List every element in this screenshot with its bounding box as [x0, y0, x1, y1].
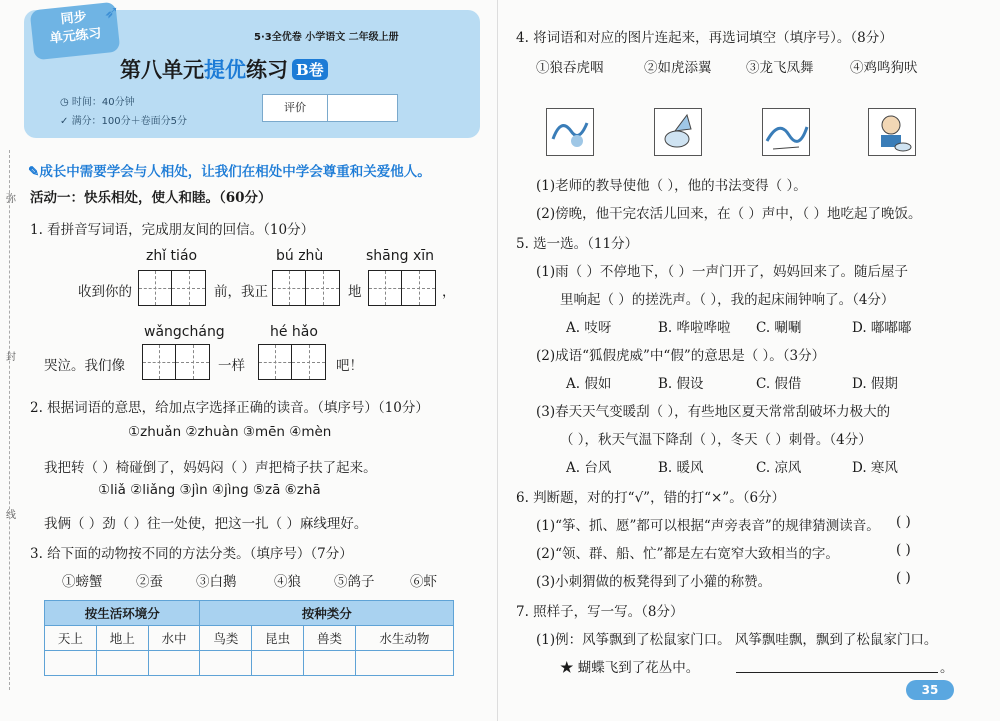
- idiom-3: ③龙飞凤舞: [746, 60, 814, 76]
- answer-grid-4[interactable]: [142, 344, 210, 380]
- q4-sentence-2: (2)傍晚，他干完农活儿回来，在（ ）声中，（ ）地吃起了晚饭。: [536, 206, 922, 222]
- leaf-icon: ✎: [28, 164, 40, 180]
- pinyin-shangxin: shāng xīn: [366, 248, 435, 264]
- answer-cell[interactable]: [200, 651, 252, 676]
- seal-mark-2: 封: [6, 352, 16, 363]
- q5-option-1a: A. 吱呀: [566, 320, 612, 336]
- page-gutter: [497, 0, 498, 721]
- table-header: 天上: [45, 626, 97, 651]
- q5-option-1b: B. 哗啦哗啦: [658, 320, 731, 336]
- q6-answer-1[interactable]: ( ): [896, 514, 911, 530]
- answer-grid-5[interactable]: [258, 344, 326, 380]
- picture-dragon-phoenix[interactable]: [546, 108, 594, 156]
- table-header: 鸟类: [200, 626, 252, 651]
- title-part-a: 第八单元: [120, 57, 204, 82]
- q4-sentence-1: (1)老师的教导使他（ ），他的书法变得（ ）。: [536, 178, 807, 194]
- pinyin-buzhu: bú zhù: [276, 248, 324, 264]
- activity-heading: 活动一：快乐相处，使人和睦。（60分）: [30, 190, 272, 206]
- q5-sentence-1a: (1)雨（ ）不停地下，（ ）一声门开了，妈妈回来了。随后屋子: [536, 264, 908, 280]
- q5-option-3a: A. 台风: [566, 460, 612, 476]
- title-tag: B卷: [292, 59, 328, 80]
- q5-option-3d: D. 寒风: [852, 460, 898, 476]
- q5-option-3b: B. 暖风: [658, 460, 704, 476]
- q6-statement-3: (3)小刺猬做的板凳得到了小獾的称赞。: [536, 574, 772, 590]
- q5-sentence-1b: 里响起（ ）的搓洗声。（ ），我的起床闹钟响了。（4分）: [560, 292, 895, 308]
- q5-sentence-3a: (3)春天天气变暖刮（ ），有些地区夏天常常刮破坏力极大的: [536, 404, 891, 420]
- badge-line-2: 单元练习: [48, 26, 103, 47]
- q1-text-6: 一样: [218, 358, 245, 374]
- title-part-c: 练习: [246, 57, 288, 82]
- q4-title: 4. 将词语和对应的图片连起来，再选词填空（填序号）。（8分）: [516, 30, 893, 46]
- q1-text-7: 吧！: [336, 358, 363, 374]
- q5-title: 5. 选一选。（11分）: [516, 236, 639, 252]
- q2-sentence-2: 我俩（ ）劲（ ）往一处使，把这一扎（ ）麻线理好。: [44, 516, 368, 532]
- animal-5: ⑤鸽子: [334, 574, 375, 590]
- q5-option-2d: D. 假期: [852, 376, 898, 392]
- pinyin-zhitiao: zhǐ tiáo: [146, 248, 198, 264]
- q5-option-2a: A. 假如: [566, 376, 612, 392]
- animal-6: ⑥虾: [410, 574, 437, 590]
- answer-cell[interactable]: [96, 651, 148, 676]
- q5-option-2c: C. 假借: [756, 376, 802, 392]
- animal-4: ④狼: [274, 574, 301, 590]
- q1-text-5: 哭泣。我们像: [44, 358, 125, 374]
- animal-2: ②蚕: [136, 574, 163, 590]
- q6-statement-2: (2)“领、群、船、忙”都是左右宽窄大致相当的字。: [536, 546, 839, 562]
- intro-line: [28, 160, 431, 180]
- score-line: [60, 112, 187, 127]
- q5-option-1c: C. 唰唰: [756, 320, 802, 336]
- answer-grid-2[interactable]: [272, 270, 340, 306]
- q7-answer-line[interactable]: [736, 672, 938, 673]
- answer-grid-1[interactable]: [138, 270, 206, 306]
- book-meta: 5·3全优卷 小学语文 二年级上册: [254, 32, 399, 43]
- clock-icon: ◷: [60, 97, 72, 108]
- evaluation-box: [262, 94, 398, 122]
- q2-title: 2. 根据词语的意思，给加点字选择正确的读音。（填序号）（10分）: [30, 400, 429, 416]
- q6-answer-2[interactable]: ( ): [896, 542, 911, 558]
- table-header: 昆虫: [252, 626, 304, 651]
- picture-tiger-wings[interactable]: [654, 108, 702, 156]
- q7-title: 7. 照样子，写一写。（8分）: [516, 604, 684, 620]
- picture-dragon[interactable]: [762, 108, 810, 156]
- classification-table: [44, 600, 454, 676]
- badge-line-1: 同步: [59, 9, 88, 28]
- q2-sentence-1: 我把转（ ）椅碰倒了，妈妈闷（ ）声把椅子扶了起来。: [44, 460, 377, 476]
- time-text: 时间：40分钟: [71, 97, 135, 108]
- seal-mark-3: 线: [6, 510, 16, 521]
- q1-text-1: 收到你的: [78, 284, 132, 300]
- title-part-b: 提优: [204, 57, 246, 82]
- q7-example: (1)例：风筝飘到了松鼠家门口。 风筝飘哇飘，飘到了松鼠家门口。: [536, 632, 938, 648]
- idiom-2: ②如虎添翼: [644, 60, 712, 76]
- table-header: 水生动物: [355, 626, 453, 651]
- score-text: 满分：100分＋卷面分5分: [71, 116, 188, 127]
- q5-option-1d: D. 嘟嘟嘟: [852, 320, 912, 336]
- animal-3: ③白鹅: [196, 574, 237, 590]
- q3-title: 3. 给下面的动物按不同的方法分类。（填序号）（7分）: [30, 546, 353, 562]
- idiom-4: ④鸡鸣狗吠: [850, 60, 918, 76]
- table-header: 水中: [148, 626, 200, 651]
- q5-option-3c: C. 凉风: [756, 460, 802, 476]
- answer-cell[interactable]: [148, 651, 200, 676]
- q1-text-4: ，: [442, 284, 456, 300]
- time-line: [60, 93, 135, 108]
- q2-options-1: ①zhuǎn ②zhuàn ③mēn ④mèn: [128, 424, 332, 440]
- q5-sentence-3b: （ ），秋天气温下降刮（ ），冬天（ ）刺骨。（4分）: [560, 432, 872, 448]
- q7-end-mark: 。: [940, 660, 954, 676]
- q1-title: 1. 看拼音写词语，完成朋友间的回信。（10分）: [30, 222, 315, 238]
- q6-answer-3[interactable]: ( ): [896, 570, 911, 586]
- answer-cell[interactable]: [355, 651, 453, 676]
- seal-line: [9, 150, 10, 690]
- q7-task: ★ 蝴蝶飞到了花丛中。: [560, 660, 700, 676]
- rocket-icon: ➶: [104, 2, 120, 23]
- idiom-1: ①狼吞虎咽: [536, 60, 604, 76]
- q5-sentence-2: (2)成语“狐假虎威”中“假”的意思是（ ）。（3分）: [536, 348, 826, 364]
- page-title: [120, 54, 328, 84]
- answer-cell[interactable]: [45, 651, 97, 676]
- table-group-2: 按种类分: [200, 601, 454, 626]
- pinyin-wangchang: wǎngcháng: [144, 324, 225, 340]
- q1-text-2: 前，我正: [214, 284, 268, 300]
- table-header: 兽类: [304, 626, 356, 651]
- answer-cell[interactable]: [252, 651, 304, 676]
- q2-options-2: ①liǎ ②liǎng ③jìn ④jìng ⑤zā ⑥zhā: [98, 482, 321, 498]
- page-number: 35: [906, 680, 954, 700]
- q5-option-2b: B. 假设: [658, 376, 704, 392]
- animal-1: ①螃蟹: [62, 574, 103, 590]
- table-header: 地上: [96, 626, 148, 651]
- seal-mark-1: 弥: [6, 194, 16, 205]
- q6-title: 6. 判断题，对的打“√”，错的打“×”。（6分）: [516, 490, 786, 506]
- check-icon: ✓: [60, 116, 72, 127]
- answer-cell[interactable]: [304, 651, 356, 676]
- picture-boy-eating[interactable]: [868, 108, 916, 156]
- q6-statement-1: (1)“筝、抓、愿”都可以根据“声旁表音”的规律猜测读音。: [536, 518, 880, 534]
- evaluation-label: 评价: [263, 95, 328, 121]
- table-group-1: 按生活环境分: [45, 601, 200, 626]
- q1-text-3: 地: [348, 284, 362, 300]
- pinyin-hehao: hé hǎo: [270, 324, 318, 340]
- intro-text: 成长中需要学会与人相处，让我们在相处中学会尊重和关爱他人。: [39, 164, 431, 180]
- answer-grid-3[interactable]: [368, 270, 436, 306]
